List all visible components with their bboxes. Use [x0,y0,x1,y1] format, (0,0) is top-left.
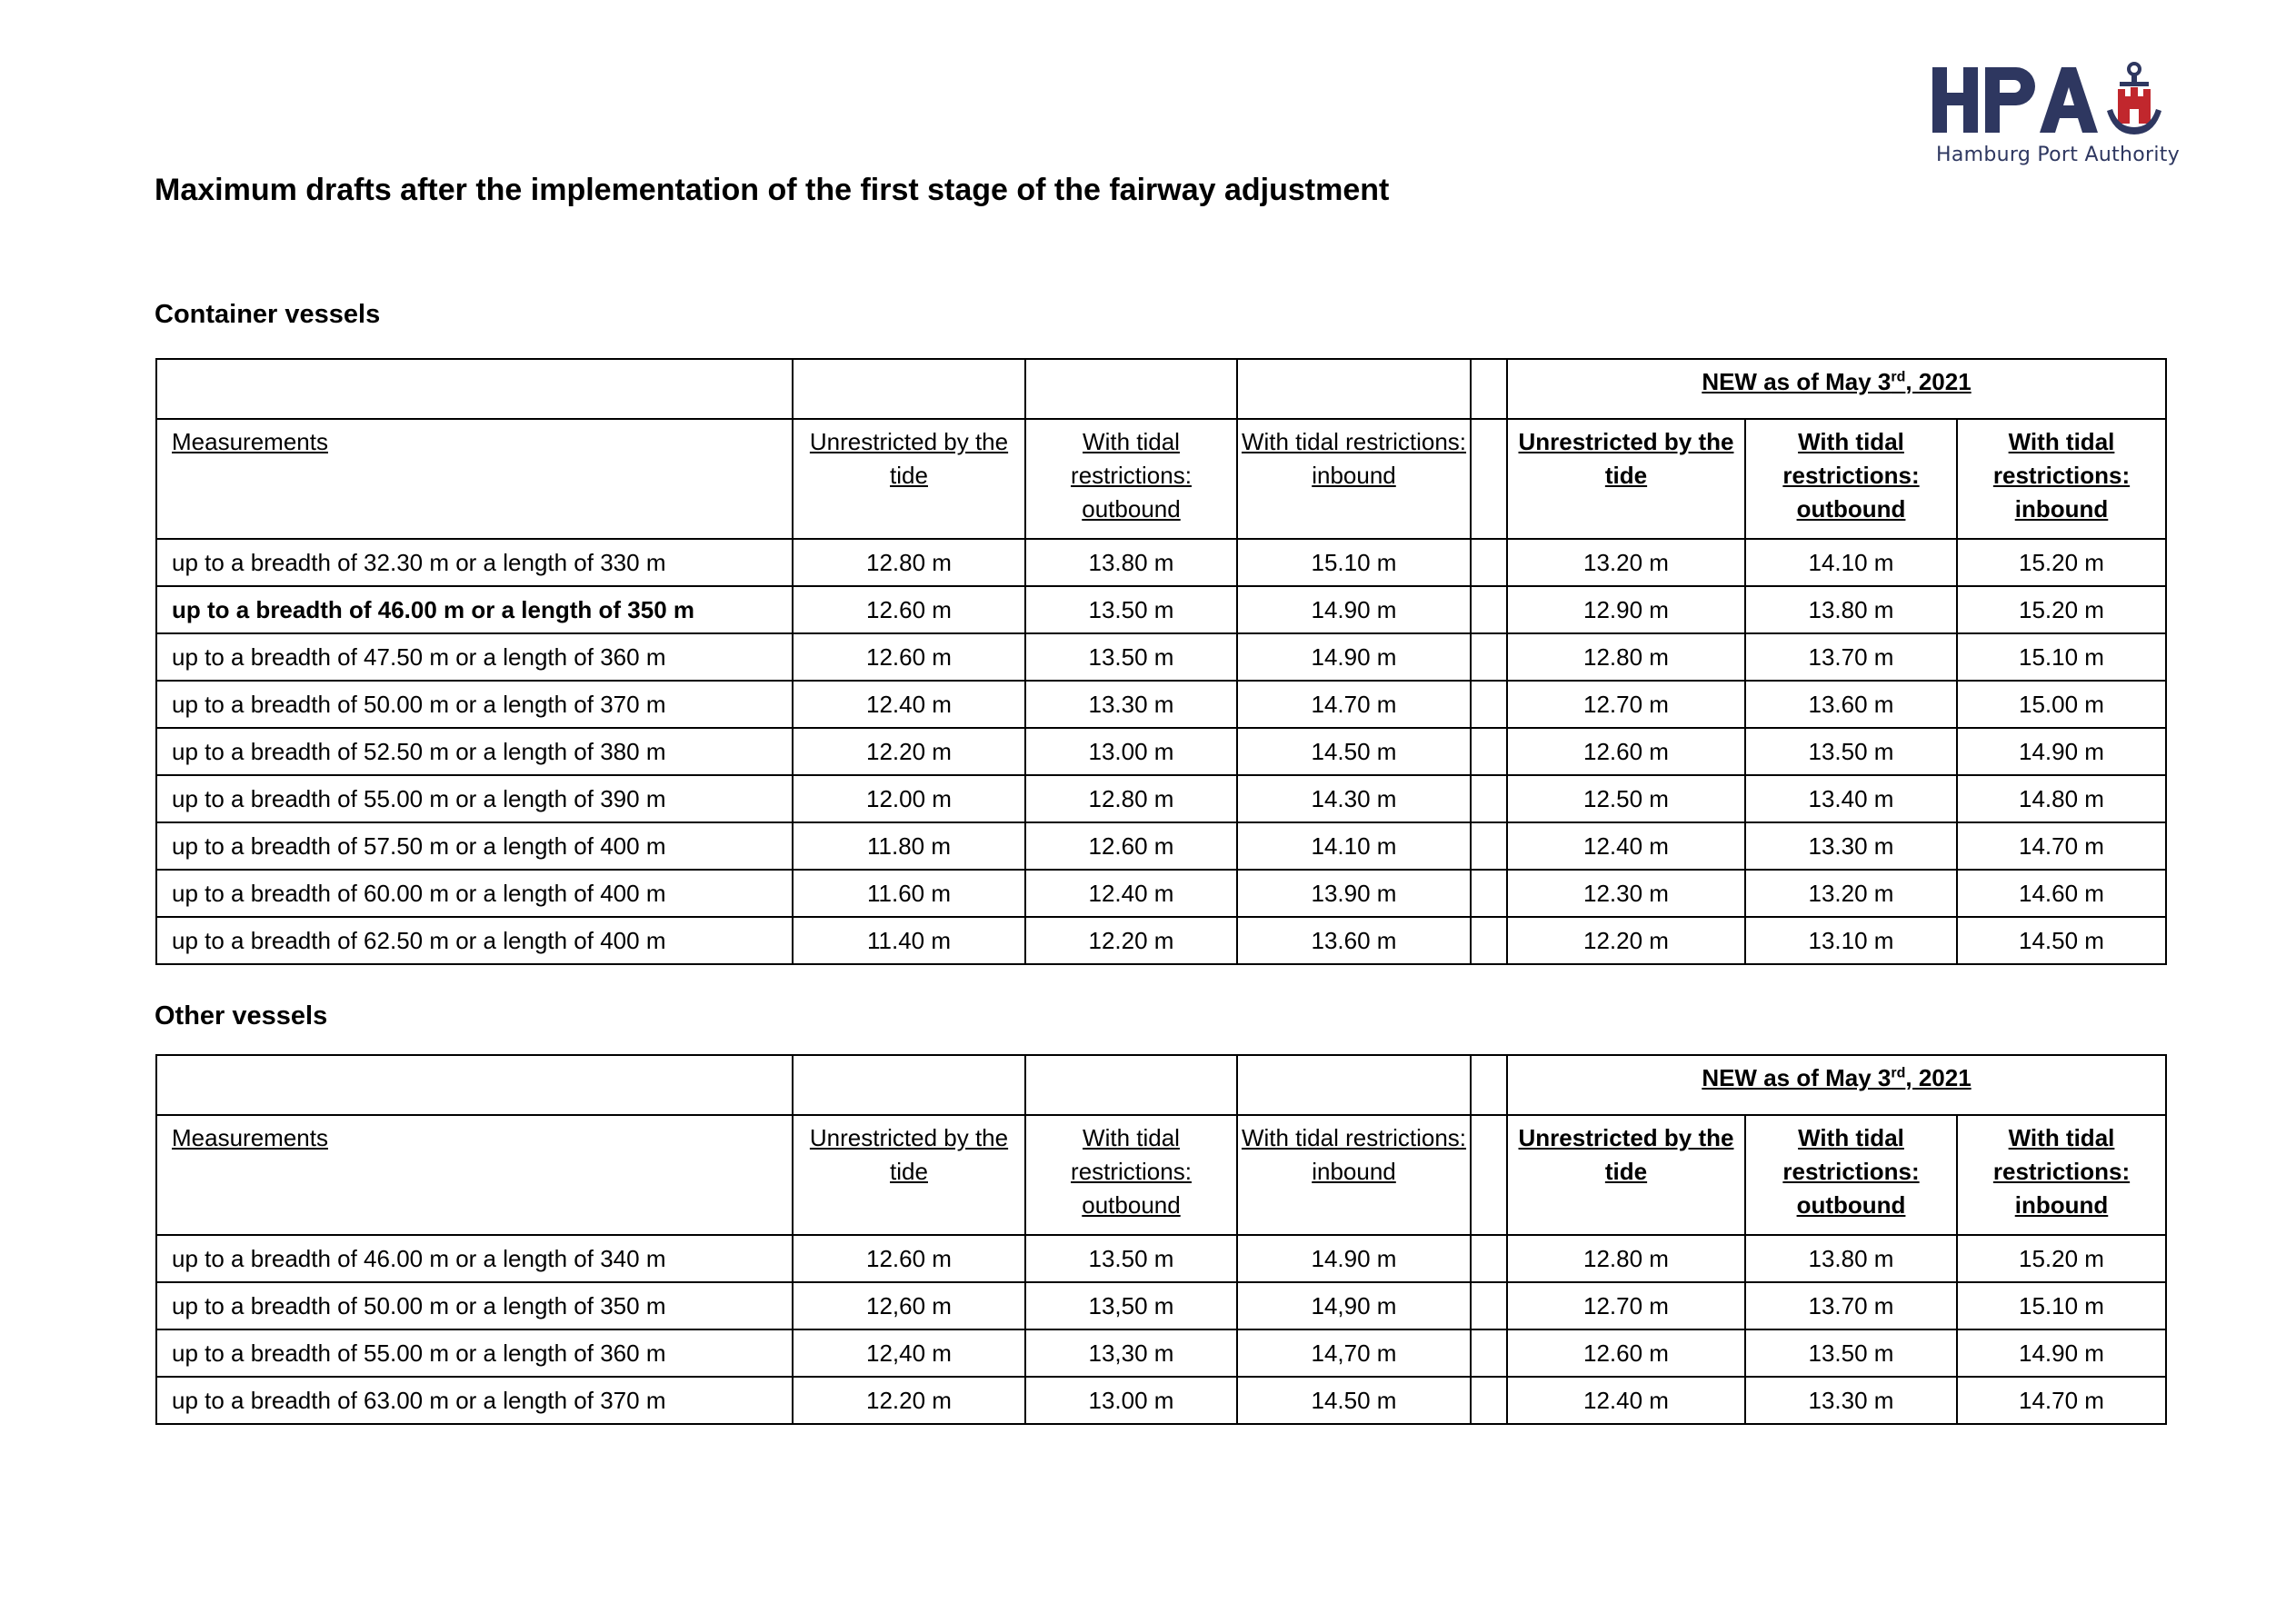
new-as-of-banner [1507,1055,2166,1115]
table-row [156,822,2166,870]
row-label: up to a breadth of 55.00 m or a length of 360 m [156,1329,793,1377]
new-column-header [1507,1115,1745,1235]
empty-cell [156,359,793,419]
current-draft-cell: 14.50 m [1237,728,1471,775]
current-column-header-label: Unrestricted by the tide [809,428,1009,489]
current-draft-cell: 14.50 m [1237,1377,1471,1424]
banner-row [156,1055,2166,1115]
new-draft-cell: 12.90 m [1507,586,1745,633]
current-draft-cell: 12.60 m [793,586,1025,633]
empty-cell [1471,359,1507,419]
new-column-header [1957,419,2166,539]
row-label: up to a breadth of 52.50 m or a length of 380 m [156,728,793,775]
new-draft-cell: 15.20 m [1957,586,2166,633]
spacer-cell [1471,1282,1507,1329]
new-as-of-banner [1507,359,2166,419]
row-label: up to a breadth of 32.30 m or a length of 330 m [156,539,793,586]
table-row [156,539,2166,586]
row-label: up to a breadth of 62.50 m or a length of 400 m [156,917,793,964]
new-draft-cell: 12.70 m [1507,1282,1745,1329]
new-draft-cell: 12.80 m [1507,633,1745,681]
new-column-header [1507,419,1745,539]
table-row [156,775,2166,822]
header-row [156,419,2166,539]
new-draft-cell: 13.20 m [1507,539,1745,586]
measurements-header-label: Measurements [172,1124,328,1151]
measurements-header [156,1115,793,1235]
banner-prefix: NEW as of May 3 [1702,1064,1892,1091]
new-draft-cell: 13.30 m [1745,822,1957,870]
current-column-header-label: With tidal restrictions: inbound [1241,428,1467,489]
row-label: up to a breadth of 50.00 m or a length of 370 m [156,681,793,728]
new-draft-cell: 13.70 m [1745,1282,1957,1329]
current-column-header-label: With tidal restrictions: inbound [1241,1124,1467,1185]
current-draft-cell: 12.40 m [793,681,1025,728]
new-draft-cell: 14.70 m [1957,822,2166,870]
empty-cell [1025,359,1237,419]
spacer-cell [1471,1329,1507,1377]
header-row [156,1115,2166,1235]
current-draft-cell: 13,30 m [1025,1329,1237,1377]
empty-cell [1237,1055,1471,1115]
new-draft-cell: 15.20 m [1957,1235,2166,1282]
new-draft-cell: 14.50 m [1957,917,2166,964]
current-draft-cell: 12.60 m [793,633,1025,681]
new-column-header [1957,1115,2166,1235]
new-draft-cell: 14.10 m [1745,539,1957,586]
new-column-header-label: With tidal restrictions: inbound [1992,1124,2131,1219]
current-draft-cell: 12.60 m [1025,822,1237,870]
new-column-header-label: Unrestricted by the tide [1518,1124,1734,1185]
table-row [156,586,2166,633]
current-draft-cell: 13.80 m [1025,539,1237,586]
current-draft-cell: 13.00 m [1025,728,1237,775]
current-draft-cell: 11.60 m [793,870,1025,917]
empty-cell [793,359,1025,419]
table-row [156,917,2166,964]
new-draft-cell: 12.50 m [1507,775,1745,822]
current-draft-cell: 11.40 m [793,917,1025,964]
empty-cell [1471,1055,1507,1115]
new-column-header-label: With tidal restrictions: outbound [1782,428,1920,523]
current-draft-cell: 13.00 m [1025,1377,1237,1424]
new-draft-cell: 14.70 m [1957,1377,2166,1424]
current-draft-cell: 13.50 m [1025,1235,1237,1282]
new-draft-cell: 13.40 m [1745,775,1957,822]
current-column-header [793,419,1025,539]
spacer-cell [1471,775,1507,822]
current-column-header [1025,1115,1237,1235]
new-column-header-label: With tidal restrictions: inbound [1992,428,2131,523]
new-draft-cell: 13.80 m [1745,586,1957,633]
new-draft-cell: 14.80 m [1957,775,2166,822]
new-draft-cell: 12.60 m [1507,1329,1745,1377]
table-row [156,870,2166,917]
current-draft-cell: 15.10 m [1237,539,1471,586]
new-draft-cell: 12.40 m [1507,822,1745,870]
table-row [156,1282,2166,1329]
new-column-header-label: Unrestricted by the tide [1518,428,1734,489]
section-heading-other: Other vessels [155,1001,328,1031]
new-draft-cell: 15.20 m [1957,539,2166,586]
current-column-header [1237,419,1471,539]
current-draft-cell: 14.90 m [1237,586,1471,633]
banner-suffix: , 2021 [1905,1064,1972,1091]
table-row [156,1235,2166,1282]
spacer-cell [1471,633,1507,681]
current-draft-cell: 12.80 m [1025,775,1237,822]
spacer-cell [1471,539,1507,586]
current-draft-cell: 13,50 m [1025,1282,1237,1329]
current-column-header-label: Unrestricted by the tide [809,1124,1009,1185]
spacer-cell [1471,728,1507,775]
banner-ordinal: rd [1891,369,1906,385]
spacer-cell [1471,1115,1507,1235]
table-row [156,1329,2166,1377]
empty-cell [1237,359,1471,419]
banner-suffix: , 2021 [1905,368,1972,395]
new-draft-cell: 13.50 m [1745,1329,1957,1377]
current-draft-cell: 14.30 m [1237,775,1471,822]
banner-prefix: NEW as of May 3 [1702,368,1892,395]
empty-cell [793,1055,1025,1115]
new-draft-cell: 14.60 m [1957,870,2166,917]
new-column-header [1745,419,1957,539]
new-draft-cell: 13.70 m [1745,633,1957,681]
row-label: up to a breadth of 46.00 m or a length of 350 m [156,586,793,633]
current-draft-cell: 14.90 m [1237,633,1471,681]
current-draft-cell: 13.30 m [1025,681,1237,728]
current-draft-cell: 12.40 m [1025,870,1237,917]
row-label: up to a breadth of 63.00 m or a length of 370 m [156,1377,793,1424]
current-column-header-label: With tidal restrictions: outbound [1071,1124,1192,1219]
current-draft-cell: 12,60 m [793,1282,1025,1329]
empty-cell [1025,1055,1237,1115]
current-draft-cell: 12.20 m [793,728,1025,775]
table-row [156,681,2166,728]
current-draft-cell: 14.10 m [1237,822,1471,870]
row-label: up to a breadth of 46.00 m or a length of 340 m [156,1235,793,1282]
measurements-header [156,419,793,539]
new-draft-cell: 12.60 m [1507,728,1745,775]
container-vessels-table [155,358,2167,965]
new-draft-cell: 13.80 m [1745,1235,1957,1282]
spacer-cell [1471,1235,1507,1282]
current-draft-cell: 14,90 m [1237,1282,1471,1329]
spacer-cell [1471,419,1507,539]
banner-row [156,359,2166,419]
current-draft-cell: 13.50 m [1025,633,1237,681]
current-draft-cell: 12.80 m [793,539,1025,586]
current-draft-cell: 13.50 m [1025,586,1237,633]
new-draft-cell: 13.60 m [1745,681,1957,728]
new-draft-cell: 12.30 m [1507,870,1745,917]
current-draft-cell: 12.20 m [1025,917,1237,964]
row-label: up to a breadth of 47.50 m or a length of 360 m [156,633,793,681]
spacer-cell [1471,681,1507,728]
current-draft-cell: 14.70 m [1237,681,1471,728]
new-draft-cell: 12.40 m [1507,1377,1745,1424]
row-label: up to a breadth of 50.00 m or a length of 350 m [156,1282,793,1329]
current-draft-cell: 14,70 m [1237,1329,1471,1377]
table-row [156,1377,2166,1424]
new-column-header-label: With tidal restrictions: outbound [1782,1124,1920,1219]
spacer-cell [1471,586,1507,633]
current-draft-cell: 14.90 m [1237,1235,1471,1282]
table-row [156,728,2166,775]
new-draft-cell: 13.20 m [1745,870,1957,917]
new-draft-cell: 14.90 m [1957,1329,2166,1377]
new-draft-cell: 15.10 m [1957,1282,2166,1329]
spacer-cell [1471,870,1507,917]
current-column-header [1025,419,1237,539]
empty-cell [156,1055,793,1115]
current-draft-cell: 12,40 m [793,1329,1025,1377]
document-title: Maximum drafts after the implementation of the first stage of the fairway adjustment [155,173,1390,207]
new-draft-cell: 12.80 m [1507,1235,1745,1282]
new-draft-cell: 13.30 m [1745,1377,1957,1424]
spacer-cell [1471,822,1507,870]
new-draft-cell: 15.00 m [1957,681,2166,728]
current-draft-cell: 12.20 m [793,1377,1025,1424]
current-draft-cell: 12.60 m [793,1235,1025,1282]
current-column-header-label: With tidal restrictions: outbound [1071,428,1192,523]
current-column-header [793,1115,1025,1235]
new-draft-cell: 15.10 m [1957,633,2166,681]
new-draft-cell: 12.70 m [1507,681,1745,728]
row-label: up to a breadth of 60.00 m or a length of 400 m [156,870,793,917]
current-column-header [1237,1115,1471,1235]
new-draft-cell: 13.50 m [1745,728,1957,775]
new-draft-cell: 12.20 m [1507,917,1745,964]
section-heading-container: Container vessels [155,300,381,329]
new-draft-cell: 13.10 m [1745,917,1957,964]
measurements-header-label: Measurements [172,428,328,455]
new-draft-cell: 14.90 m [1957,728,2166,775]
current-draft-cell: 13.60 m [1237,917,1471,964]
other-vessels-table [155,1054,2167,1425]
logo-subtitle: Hamburg Port Authority [1936,144,2181,166]
spacer-cell [1471,917,1507,964]
banner-ordinal: rd [1891,1065,1906,1081]
row-label: up to a breadth of 55.00 m or a length of 390 m [156,775,793,822]
table-row [156,633,2166,681]
current-draft-cell: 11.80 m [793,822,1025,870]
row-label: up to a breadth of 57.50 m or a length of 400 m [156,822,793,870]
current-draft-cell: 12.00 m [793,775,1025,822]
current-draft-cell: 13.90 m [1237,870,1471,917]
new-column-header [1745,1115,1957,1235]
spacer-cell [1471,1377,1507,1424]
